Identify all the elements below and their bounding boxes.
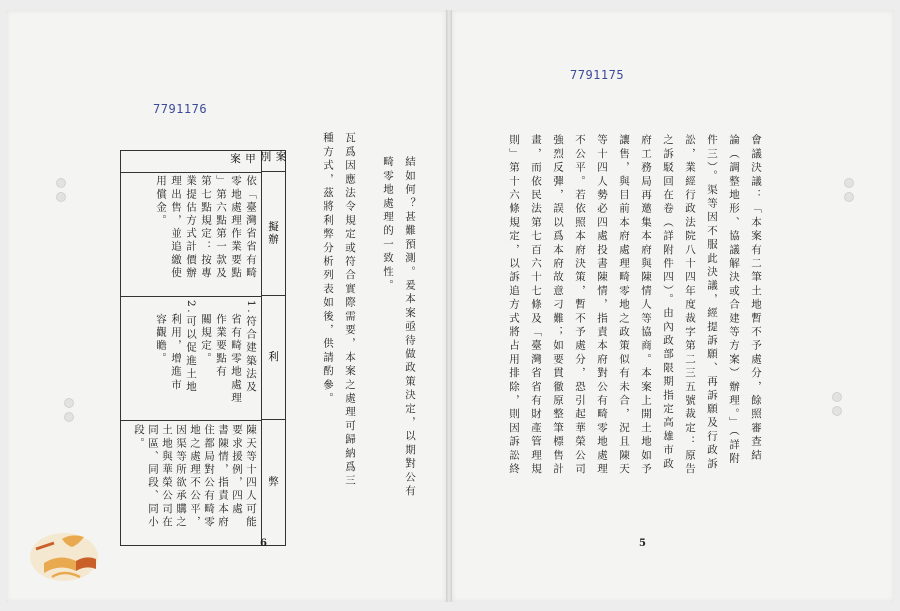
pros-line: 作業要點有 bbox=[215, 300, 227, 379]
method-line: 」第六點第一款及 bbox=[215, 175, 227, 280]
row-label: 甲案 bbox=[229, 153, 256, 165]
left-page-number: 6 bbox=[260, 538, 267, 549]
text-column: 件三）。渠等因不服此決議，經提訴願、再訴願及行政訴 bbox=[706, 134, 718, 472]
cons-line: 因渠等所欲承購之 bbox=[175, 424, 187, 529]
header-case: 案別 bbox=[262, 151, 285, 172]
pros-line: 1.符合建築法及 bbox=[245, 300, 257, 394]
text-column: 訟，業經行政法院八十四年度裁字第二三五號裁定：原告 bbox=[684, 134, 696, 477]
cons-line: 陳天等十四人可能 bbox=[245, 424, 257, 529]
binding-hole bbox=[64, 412, 74, 422]
binding-hole bbox=[56, 178, 66, 188]
pros-line: 關規定。 bbox=[200, 300, 212, 366]
library-emblem-icon bbox=[24, 525, 106, 585]
cons-line: 住都局對公有畸零 bbox=[203, 424, 215, 529]
text-column: 之訴駁回在卷（詳附件四）。由內政部限期指定高雄市政 bbox=[662, 134, 674, 472]
cons-line: 書陳情，指責本府 bbox=[217, 424, 229, 529]
text-column: 種方式，茲將利弊分析列表如後，供請酌參。 bbox=[322, 132, 334, 406]
binding-hole bbox=[832, 392, 842, 402]
pros-line: 容觀瞻。 bbox=[155, 300, 167, 366]
binding-hole bbox=[64, 398, 74, 408]
header-pros: 利 bbox=[262, 296, 285, 420]
method-line: 業提估方式計價辦 bbox=[185, 175, 197, 280]
left-page bbox=[6, 10, 446, 602]
right-serial-number: 7791175 bbox=[570, 68, 625, 82]
method-line: 零地處理作業要點 bbox=[230, 175, 242, 280]
cons-line: 段。 bbox=[133, 424, 145, 451]
table-divider bbox=[121, 420, 261, 421]
text-column: 論（調整地形、協議解決或合建等方案）辦理。」（詳附 bbox=[728, 134, 740, 466]
header-cons: 弊 bbox=[267, 476, 279, 489]
method-line: 第七點規定：按專 bbox=[200, 175, 212, 280]
method-line: 用償金。 bbox=[155, 175, 167, 228]
pros-line: 2.可以促進土地 bbox=[185, 300, 197, 394]
text-column: 等十四人勢必四處投書陳情，指責本府對公有畸零地處理 bbox=[596, 134, 608, 477]
cons-line: 同區、同段、同小 bbox=[147, 424, 159, 529]
text-column: 強烈反彈，誤以爲本府故意刁難；如要貫徹原整筆標售計 bbox=[552, 134, 564, 477]
binding-hole bbox=[832, 406, 842, 416]
cons-line: 要求援例，四處 bbox=[231, 424, 243, 516]
text-column: 讓售，與目前本府處理畸零地之政策似有未合，況且陳天 bbox=[618, 134, 630, 477]
table-row-label-strip bbox=[121, 151, 261, 173]
text-column: 瓦爲因應法令規定或符合實際需要，本案之處理可歸納爲三 bbox=[344, 132, 356, 489]
cons-line: 土地與華榮公司在 bbox=[161, 424, 173, 529]
pros-line: 省有畸零地處理 bbox=[230, 300, 242, 405]
pros-line: 利用，增進市 bbox=[170, 300, 182, 392]
document-spread bbox=[6, 10, 894, 602]
cons-line: 地之處理不公平， bbox=[189, 424, 201, 529]
text-column: 結如何？甚難預測。爰本案亟待做政策決定，以期對公有 bbox=[404, 156, 416, 499]
text-column: 則」第十六條規定，以訴追方式將占用排除，則因訴訟終 bbox=[508, 134, 520, 477]
binding-hole bbox=[844, 192, 854, 202]
binding-hole bbox=[56, 192, 66, 202]
left-serial-number: 7791176 bbox=[153, 102, 208, 116]
text-column: 畸零地處理的一致性。 bbox=[382, 156, 394, 293]
text-column: 畫，而依民法第七百六十七條及「臺灣省省有財產管理規 bbox=[530, 134, 542, 477]
right-page-number: 5 bbox=[639, 538, 646, 549]
text-column: 不公平。若依照本府決策，暫不予處分，恐引起華榮公司 bbox=[574, 134, 586, 477]
right-page bbox=[452, 10, 894, 602]
text-column: 府工務局再邀集本府與陳情人等協商。本案上開土地如予 bbox=[640, 134, 652, 477]
text-column: 會議決議：「本案有二筆土地暫不予處分，餘照審查結 bbox=[750, 134, 762, 463]
table-header-column bbox=[261, 151, 285, 545]
header-method: 擬辦 bbox=[262, 172, 285, 296]
binding-hole bbox=[844, 178, 854, 188]
method-line: 理出售，並追繳使 bbox=[170, 175, 182, 280]
comparison-table bbox=[120, 150, 286, 546]
method-line: 依「臺灣省省有畸 bbox=[245, 175, 257, 280]
table-divider bbox=[121, 296, 261, 297]
